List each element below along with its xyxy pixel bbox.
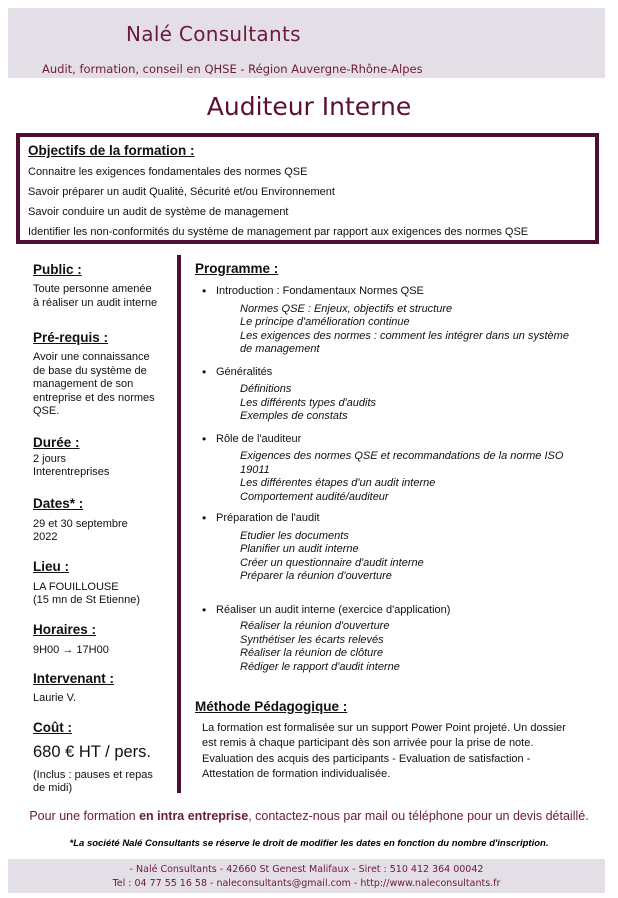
prerequis-line: management de son [33, 378, 134, 390]
module-item: Exemples de constats [240, 410, 348, 422]
module-item: Les différentes étapes d'un audit interne [240, 477, 436, 489]
cout-title: Coût : [33, 719, 72, 735]
header-banner [8, 8, 605, 78]
programme-title: Programme : [195, 261, 279, 276]
module-name: • Introduction : Fondamentaux Normes QSE [195, 285, 595, 299]
info-sidebar [33, 262, 173, 796]
module-item: de management [240, 343, 320, 355]
prerequis-line: de base du système de [33, 364, 147, 377]
module-item: Réaliser la réunion de clôture [240, 647, 384, 659]
company-tagline: Audit, formation, conseil en QHSE - Région Auvergne-Rhône-Alpes [42, 62, 423, 76]
company-name: Nalé Consultants [126, 22, 301, 46]
cout-note [33, 769, 173, 796]
cta-text: , contactez-nous par mail ou téléphone pour un devis détaillé. [248, 809, 589, 823]
programme-module [195, 512, 595, 584]
prerequis-line: entreprise et des normes [33, 391, 155, 404]
module-item: Etudier les documents [240, 529, 349, 542]
lieu-text [33, 581, 173, 608]
programme-module [195, 366, 595, 424]
module-item: Le principe d'amélioration continue [240, 316, 410, 328]
dates-line: 2022 [33, 531, 58, 543]
module-item: Planifier un audit interne [240, 543, 359, 555]
cout-line: de midi) [33, 782, 73, 794]
module-item: Synthétiser les écarts relevés [240, 633, 384, 646]
methode-text [195, 721, 595, 781]
module-item: Rédiger le rapport d'audit interne [240, 660, 400, 673]
module-item: Les exigences des normes : comment les intégrer dans un système [240, 329, 569, 342]
methode-line: est remis à chaque participant dès son arrivée pour la prise de note. [202, 736, 534, 749]
module-name: • Préparation de l'audit [195, 512, 595, 526]
module-name: • Généralités [195, 366, 595, 380]
methode-line: Evaluation des acquis des participants - Evaluation de satisfaction - [202, 753, 531, 765]
intervenant-value: Laurie V. [33, 692, 77, 704]
objective-item: Connaitre les exigences fondamentales des normes QSE [28, 166, 308, 178]
module-item: Exigences des normes QSE et recommandations de la norme ISO [240, 450, 564, 462]
module-item: Préparer la réunion d'ouverture [240, 570, 392, 582]
contact-cta [0, 809, 618, 823]
duree-line: 2 jours [33, 452, 67, 465]
module-item: Créer un questionnaire d'audit interne [240, 556, 424, 569]
intervenant-title: Intervenant : [33, 671, 115, 686]
programme-module [195, 604, 595, 675]
module-item: Comportement audité/auditeur [240, 490, 389, 503]
prerequis-line: QSE. [33, 405, 60, 417]
prerequis-title: Pré-requis : [33, 330, 109, 345]
horaires-title: Horaires : [33, 621, 97, 637]
cta-highlight: en intra entreprise [139, 809, 249, 823]
prerequis-line: Avoir une connaissance [33, 351, 150, 363]
module-item: Normes QSE : Enjeux, objectifs et structure [240, 302, 453, 315]
objective-item: Savoir préparer un audit Qualité, Sécurité et/ou Environnement [28, 186, 335, 198]
dates-line: 29 et 30 septembre [33, 517, 128, 530]
duree-text [33, 453, 173, 480]
disclaimer: *La société Nalé Consultants se réserve le droit de modifier les dates en fonction du nombre d'inscription. [69, 838, 549, 849]
cta-text: Pour une formation [29, 809, 140, 823]
column-divider [177, 255, 181, 793]
programme-module [195, 433, 595, 505]
duree-title: Durée : [33, 434, 80, 450]
dates-title: Dates* : [33, 495, 84, 511]
methode-line: Attestation de formation individualisée. [202, 767, 391, 780]
module-item: Les différents types d'audits [240, 396, 377, 409]
programme-column [195, 260, 595, 781]
lieu-line: LA FOUILLOUSE [33, 580, 119, 593]
footer-banner [8, 859, 605, 893]
public-text [33, 283, 173, 310]
objectives-box [16, 133, 599, 244]
page-title: Auditeur Interne [206, 92, 412, 121]
public-line: à réaliser un audit interne [33, 296, 158, 309]
public-title: Public : [33, 262, 82, 277]
prerequis-text [33, 351, 173, 419]
objective-item: Identifier les non-conformités du système de management par rapport aux exigences des normes QSE [28, 226, 529, 238]
horaires-value: 9H00 → 17H00 [33, 643, 109, 656]
dates-text [33, 518, 173, 545]
footer-address: - Nalé Consultants - 42660 St Genest Malifaux - Siret : 510 412 364 00042 [129, 864, 484, 875]
programme-module [195, 285, 595, 357]
module-item: Réaliser la réunion d'ouverture [240, 620, 390, 632]
module-name: • Rôle de l'auditeur [195, 433, 595, 447]
footer-contact: Tel : 04 77 55 16 58 - naleconsultants@gmail.com - http://www.naleconsultants.fr [112, 878, 501, 889]
objectives-title: Objectifs de la formation : [28, 143, 195, 158]
module-name: • Réaliser un audit interne (exercice d'application) [195, 604, 595, 618]
module-item: Définitions [240, 383, 292, 395]
objective-item: Savoir conduire un audit de système de management [28, 206, 289, 218]
lieu-line: (15 mn de St Etienne) [33, 594, 141, 606]
duree-line: Interentreprises [33, 466, 110, 478]
price: 680 € HT / pers. [33, 742, 152, 761]
lieu-title: Lieu : [33, 558, 69, 574]
methode-line: La formation est formalisée sur un support Power Point projeté. Un dossier [202, 722, 566, 734]
cout-line: (Inclus : pauses et repas [33, 768, 153, 781]
methode-title: Méthode Pédagogique : [195, 699, 348, 714]
module-item: 19011 [240, 463, 270, 476]
public-line: Toute personne amenée [33, 283, 152, 295]
